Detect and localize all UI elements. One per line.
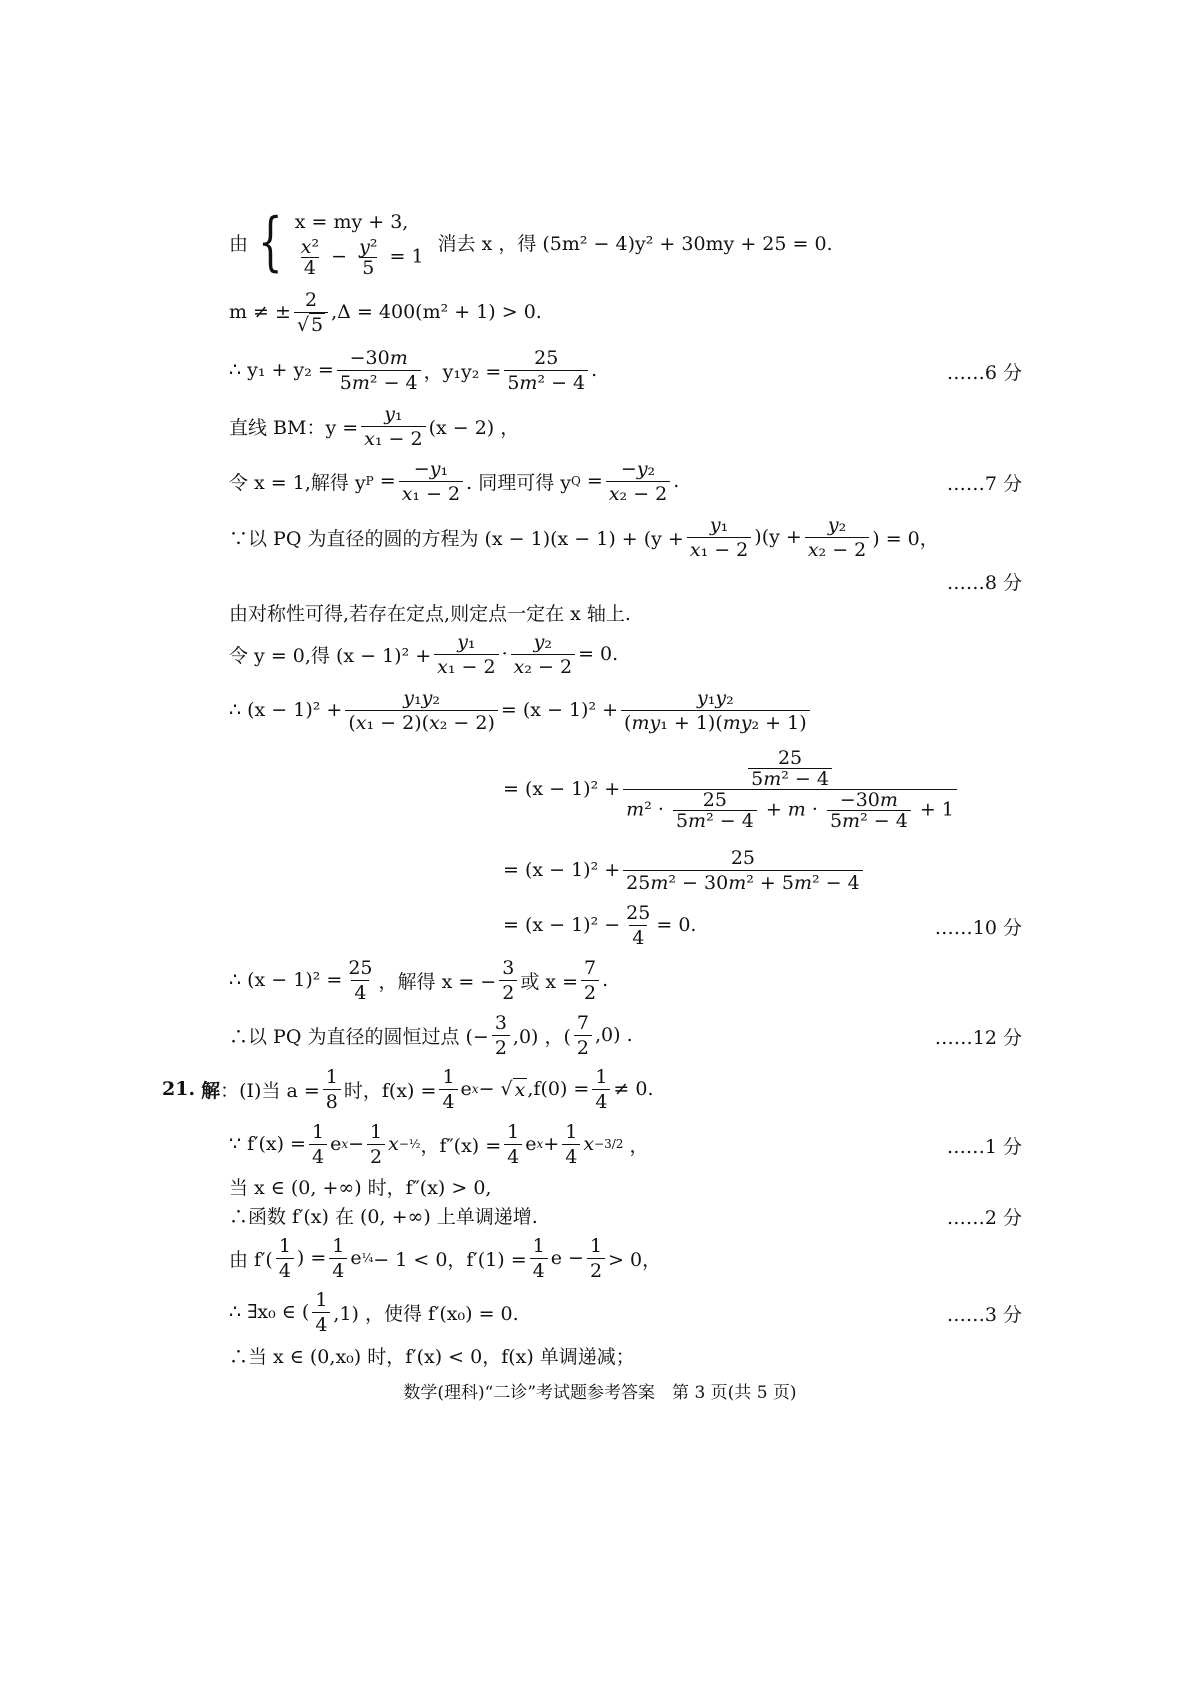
score-label: ……3 分 [946, 1304, 1022, 1326]
score-label: ……8 分 [946, 572, 1022, 594]
eq1: x = my + 3, [294, 210, 409, 233]
score-label: ……1 分 [946, 1136, 1022, 1158]
score-label: ……12 分 [934, 1027, 1022, 1049]
problem-number: 21. [162, 1078, 196, 1100]
page-footer: 数学(理科)“二诊”考试题参考答案 第 3 页(共 5 页) [403, 1383, 797, 1403]
score-label: ……2 分 [946, 1207, 1022, 1229]
text: 消去 x ，得 (5m² − 4)y² + 30my + 25 = 0. [437, 232, 833, 255]
text: 由 [229, 232, 249, 255]
score-label: ……6 分 [946, 362, 1022, 384]
equation-system [295, 207, 424, 278]
score-label: ……7 分 [946, 473, 1022, 495]
eq2: $\frac{\text{x²}}{4}$ − $\frac{\text{y²}}{5}$ = 1 [300, 235, 424, 279]
solution-label: 解 [201, 1079, 221, 1102]
score-label: ……10 分 [934, 917, 1022, 939]
